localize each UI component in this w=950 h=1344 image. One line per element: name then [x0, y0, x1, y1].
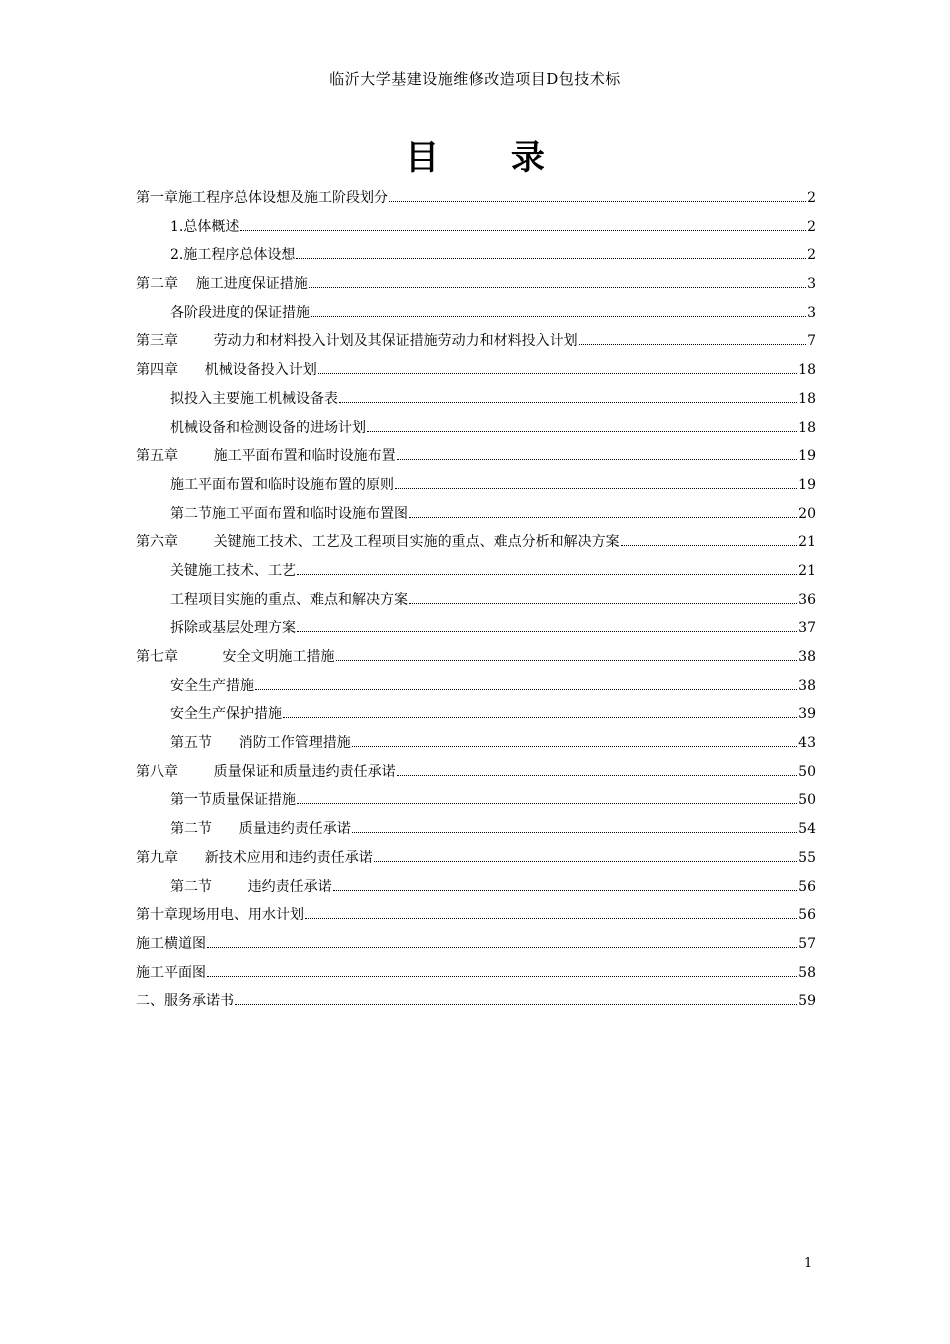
toc-dot-leader: [367, 431, 797, 432]
toc-dot-leader: [235, 1004, 797, 1005]
toc-entry[interactable]: [136, 213, 816, 242]
toc-entry-page: 7: [807, 333, 816, 350]
toc-dot-leader: [389, 201, 806, 202]
toc-entry[interactable]: [136, 500, 816, 529]
toc-dot-leader: [409, 517, 797, 518]
toc-entry[interactable]: [136, 844, 816, 873]
toc-entry-page: 21: [798, 534, 816, 551]
toc-dot-leader: [296, 258, 806, 259]
toc-entry[interactable]: [136, 643, 816, 672]
toc-dot-leader: [395, 488, 797, 489]
toc-dot-leader: [409, 603, 797, 604]
toc-entry-title: 二、服务承诺书: [136, 993, 234, 1010]
toc-entry[interactable]: [136, 930, 816, 959]
toc-entry-title: 施工平面图: [136, 964, 206, 981]
toc-dot-leader: [297, 631, 797, 632]
toc-dot-leader: [374, 861, 797, 862]
toc-dot-leader: [397, 775, 798, 776]
toc-entry-title: 第七章 安全文明施工措施: [136, 649, 335, 665]
toc-entry[interactable]: [136, 356, 816, 385]
toc-entry[interactable]: [136, 786, 816, 815]
toc-entry-page: 38: [798, 677, 816, 694]
toc-entry-page: 2: [807, 218, 816, 235]
toc-entry-page: 58: [798, 964, 816, 981]
toc-entry-page: 18: [798, 362, 816, 379]
toc-dot-leader: [336, 660, 798, 661]
toc-entry-title: 关键施工技术、工艺: [170, 562, 296, 579]
toc-entry-title: 第二节 违约责任承诺: [170, 878, 332, 895]
toc-dot-leader: [621, 545, 798, 546]
toc-entry[interactable]: [136, 700, 816, 729]
toc-entry-page: 56: [798, 878, 816, 895]
toc-entry-page: 56: [798, 907, 816, 924]
toc-entry-title: 第二章 施工进度保证措施: [136, 276, 308, 293]
toc-dot-leader: [240, 230, 806, 231]
toc-entry-page: 18: [798, 390, 816, 407]
toc-entry-title: 拆除或基层处理方案: [170, 620, 296, 637]
toc-entry[interactable]: [136, 729, 816, 758]
page-title: 目 录: [405, 138, 575, 178]
toc-entry-page: 19: [798, 476, 816, 493]
toc-entry[interactable]: [136, 241, 816, 270]
toc-entry[interactable]: [136, 471, 816, 500]
toc-entry-page: 57: [798, 935, 816, 952]
toc-entry-page: 2: [807, 247, 816, 264]
toc-entry[interactable]: [136, 414, 816, 443]
toc-entry[interactable]: [136, 528, 816, 557]
toc-dot-leader: [305, 918, 797, 919]
toc-entry[interactable]: [136, 299, 816, 328]
toc-entry[interactable]: [136, 327, 816, 356]
toc-entry-title: 施工平面布置和临时设施布置的原则: [170, 476, 394, 493]
toc-dot-leader: [352, 832, 797, 833]
toc-dot-leader: [297, 574, 797, 575]
toc-entry[interactable]: [136, 442, 816, 471]
toc-entry-title: 机械设备和检测设备的进场计划: [170, 419, 366, 436]
toc-entry-title: 1.总体概述: [170, 218, 240, 235]
toc-dot-leader: [579, 344, 806, 345]
toc-entry[interactable]: [136, 184, 816, 213]
toc-entry-title: 第九章 新技术应用和违约责任承诺: [136, 849, 373, 866]
toc-entry[interactable]: [136, 815, 816, 844]
toc-entry-page: 20: [798, 505, 816, 522]
toc-entry-title: 第三章 劳动力和材料投入计划及其保证措施劳动力和材料投入计划: [136, 333, 578, 350]
table-of-contents: [136, 184, 816, 1016]
toc-entry[interactable]: [136, 758, 816, 787]
toc-entry-page: 37: [798, 620, 816, 637]
toc-entry[interactable]: [136, 873, 816, 902]
toc-dot-leader: [352, 746, 797, 747]
toc-dot-leader: [297, 803, 797, 804]
toc-entry-title: 拟投入主要施工机械设备表: [170, 390, 338, 407]
toc-entry-page: 55: [798, 849, 816, 866]
toc-dot-leader: [255, 689, 797, 690]
toc-dot-leader: [207, 976, 797, 977]
toc-entry[interactable]: [136, 987, 816, 1016]
toc-entry-page: 21: [798, 562, 816, 579]
toc-entry-page: 38: [798, 649, 816, 665]
toc-entry[interactable]: [136, 901, 816, 930]
toc-entry[interactable]: [136, 614, 816, 643]
toc-entry[interactable]: [136, 385, 816, 414]
toc-dot-leader: [311, 316, 806, 317]
toc-dot-leader: [309, 287, 806, 288]
toc-entry-title: 2.施工程序总体设想: [170, 247, 296, 264]
page-number: 1: [804, 1256, 813, 1271]
toc-dot-leader: [207, 947, 797, 948]
toc-entry-title: 第五章 施工平面布置和临时设施布置: [136, 448, 396, 465]
toc-entry-page: 2: [807, 190, 816, 206]
toc-entry-page: 59: [798, 993, 816, 1010]
toc-entry-page: 36: [798, 591, 816, 608]
toc-entry[interactable]: [136, 672, 816, 701]
toc-dot-leader: [318, 373, 797, 374]
toc-entry-title: 安全生产措施: [170, 677, 254, 694]
toc-dot-leader: [333, 890, 798, 891]
toc-entry-page: 39: [798, 706, 816, 723]
toc-entry-title: 第二节 质量违约责任承诺: [170, 821, 351, 838]
toc-entry-title: 第四章 机械设备投入计划: [136, 362, 317, 379]
toc-entry-page: 50: [798, 763, 816, 780]
toc-entry-title: 安全生产保护措施: [170, 706, 282, 723]
toc-entry-title: 第六章 关键施工技术、工艺及工程项目实施的重点、难点分析和解决方案: [136, 534, 620, 551]
toc-entry-page: 3: [807, 276, 816, 293]
toc-entry-page: 54: [798, 821, 816, 838]
toc-entry-title: 第十章现场用电、用水计划: [136, 907, 304, 924]
toc-entry-title: 第八章 质量保证和质量违约责任承诺: [136, 763, 396, 780]
toc-dot-leader: [339, 402, 797, 403]
toc-entry[interactable]: [136, 557, 816, 586]
toc-entry[interactable]: [136, 270, 816, 299]
toc-entry[interactable]: [136, 586, 816, 615]
toc-entry-page: 50: [798, 792, 816, 809]
toc-entry-page: 19: [798, 448, 816, 465]
toc-entry-title: 各阶段进度的保证措施: [170, 304, 310, 321]
toc-entry-title: 施工横道图: [136, 935, 206, 952]
toc-entry-title: 第二节施工平面布置和临时设施布置图: [170, 505, 408, 522]
toc-entry-title: 第五节 消防工作管理措施: [170, 735, 351, 752]
toc-dot-leader: [397, 459, 798, 460]
toc-entry-title: 第一章施工程序总体设想及施工阶段划分: [136, 190, 388, 206]
toc-entry-title: 工程项目实施的重点、难点和解决方案: [170, 591, 408, 608]
page-header: 临沂大学基建设施维修改造项目D包技术标: [329, 70, 621, 88]
toc-dot-leader: [283, 717, 797, 718]
toc-entry-page: 43: [798, 735, 816, 752]
toc-entry-page: 3: [807, 304, 816, 321]
toc-entry-page: 18: [798, 419, 816, 436]
toc-entry-title: 第一节质量保证措施: [170, 792, 296, 809]
toc-entry[interactable]: [136, 959, 816, 988]
